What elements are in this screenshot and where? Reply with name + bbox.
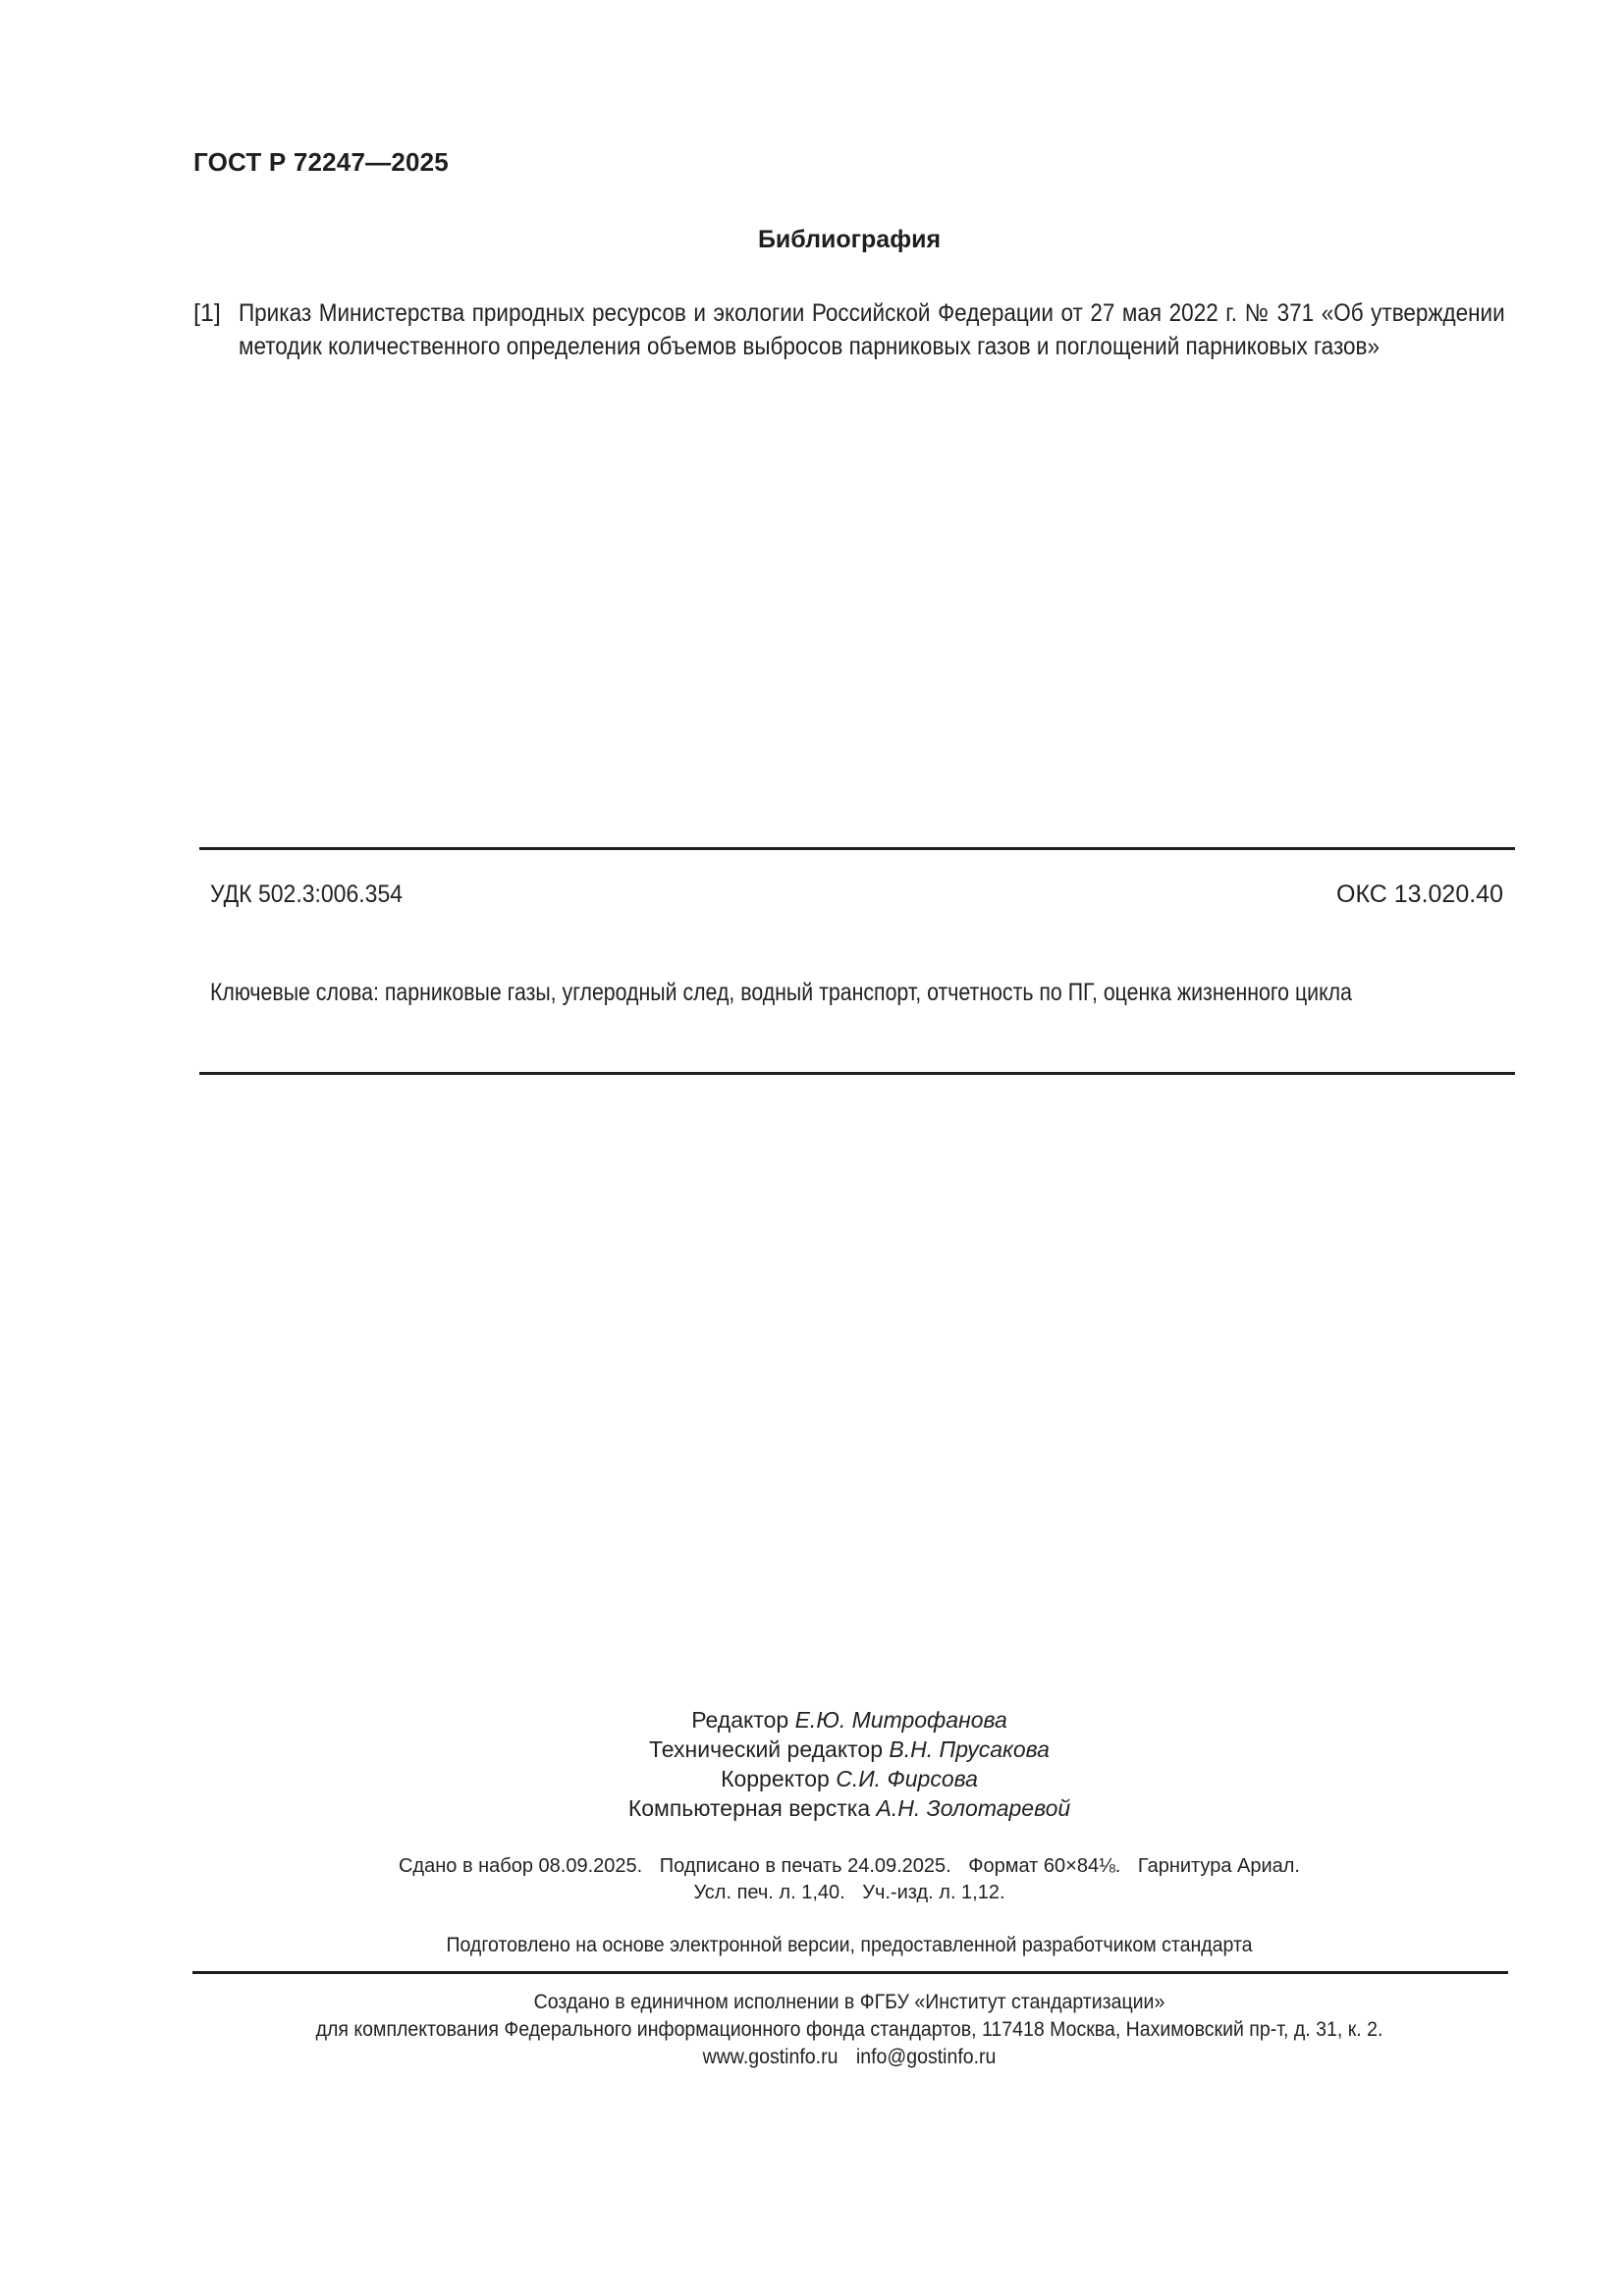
publisher-line-1: Создано в единичном исполнении в ФГБУ «Институт стандартизации» [533,1991,1165,2013]
credit-editor [0,1705,1624,1735]
credit-name: А.Н. Золотаревой [876,1795,1071,1821]
credit-name: С.И. Фирсова [836,1766,978,1791]
publisher-contacts [60,2044,1624,2071]
website-link[interactable]: www.gostinfo.ru [702,2046,839,2068]
divider-bottom [192,1971,1508,1974]
credit-role: Технический редактор [649,1736,884,1762]
publishing-sheets: Уч.-изд. л. 1,12. [862,1882,1005,1903]
credit-role: Корректор [721,1766,830,1791]
keywords-text: парниковые газы, углеродный след, водный транспорт, отчетность по ПГ, оценка жизненного цикла [384,979,1352,1006]
credits-block [0,1705,1624,1823]
publisher-line-2: для комплектования Федерального информационного фонда стандартов, 117418 Москва, Нахимовский пр-т, д. 31, к. 2. [315,2018,1383,2041]
credit-role: Редактор [691,1707,789,1733]
email-link[interactable]: info@gostinfo.ru [855,2046,997,2068]
bibliography-entry-number: [1] [193,299,221,327]
credit-proofreader [0,1764,1624,1793]
credit-role: Компьютерная верстка [627,1795,871,1821]
oks-code: ОКС 13.020.40 [1336,881,1503,908]
bibliography-title: Библиография [757,226,942,253]
keywords-label: Ключевые слова: [210,979,379,1006]
bibliography-entry-text: Приказ Министерства природных ресурсов и экологии Российской Федерации от 27 мая 2022 г. № 371 «Об утверждении методик количественного определения объемов выбросов парниковых газов и поглощений парниковых газов» [239,299,1505,360]
divider-top [199,847,1515,850]
udk-code: УДК 502.3:006.354 [210,881,404,908]
credit-name: В.Н. Прусакова [889,1736,1050,1762]
divider-middle [199,1072,1515,1075]
typeset-date: Сдано в набор 08.09.2025. [398,1855,643,1877]
document-code: ГОСТ Р 72247—2025 [193,147,449,177]
credit-name: Е.Ю. Митрофанова [794,1707,1007,1733]
typeface: Гарнитура Ариал. [1137,1855,1300,1877]
format: Формат 60×84⅛. [968,1855,1121,1877]
print-info-line-2 [0,1880,1624,1906]
credit-technical-editor [0,1735,1624,1764]
print-info-line-1 [0,1853,1624,1880]
printed-sheets: Усл. печ. л. 1,40. [693,1882,845,1903]
keywords [210,975,1508,1010]
signed-date: Подписано в печать 24.09.2025. [659,1855,951,1877]
print-info [0,1853,1624,1906]
prepared-note: Подготовлено на основе электронной версии, предоставленной разработчиком стандарта [446,1934,1253,1956]
publisher-info [60,1989,1624,2071]
credit-layout [0,1793,1624,1823]
